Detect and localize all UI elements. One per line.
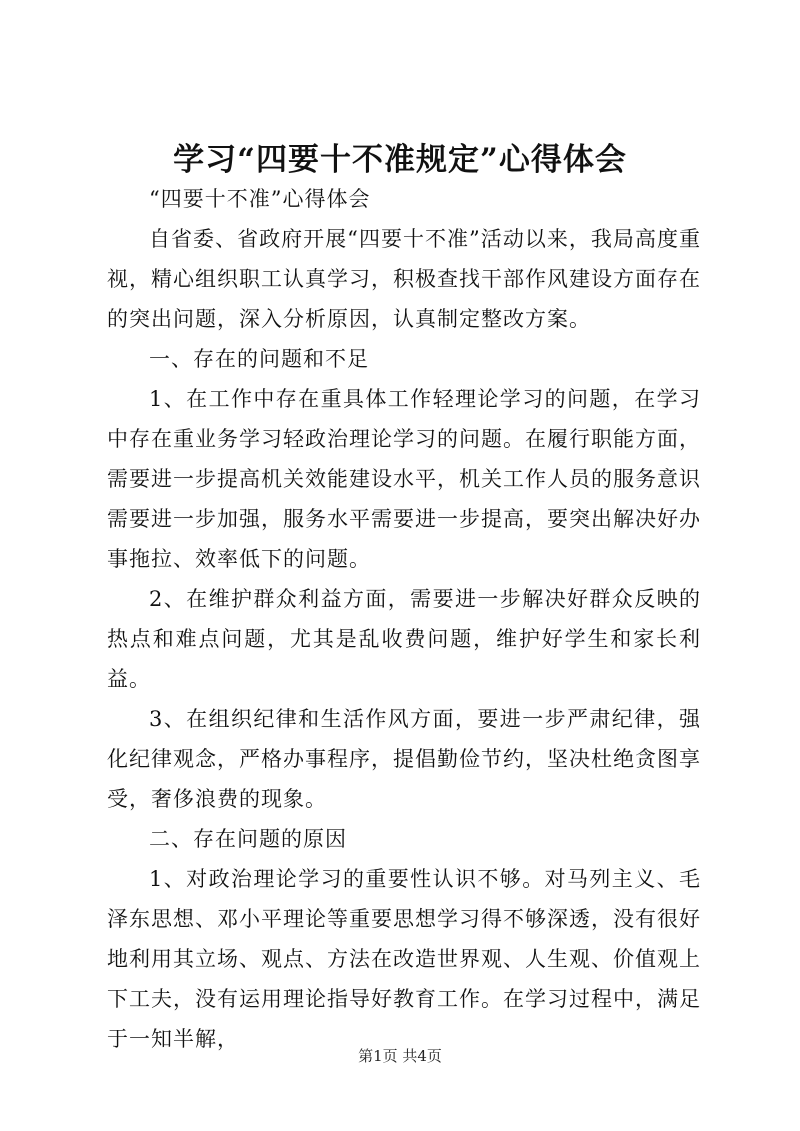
page-number-footer: 第1页 共4页 [358, 1047, 442, 1065]
intro-paragraph: 自省委、省政府开展“四要十不准”活动以来，我局高度重视，精心组织职工认真学习，积极查找干部作风建设方面存在的突出问题，深入分析原因，认真制定整改方案。 [107, 227, 701, 331]
cause-item-1: 1、对政治理论学习的重要性认识不够。对马列主义、毛泽东思想、邓小平理论等重要思想学习得不够深透，没有很好地利用其立场、观点、方法在改造世界观、人生观、价值观上下工夫，没有运用理论指导好教育工作。在学习过程中，满足于一知半解， [107, 867, 701, 1051]
problem-item-1: 1、在工作中存在重具体工作轻理论学习的问题，在学习中存在重业务学习轻政治理论学习的问题。在履行职能方面，需要进一步提高机关效能建设水平，机关工作人员的服务意识需要进一步加强，服务水平需要进一步提高，要突出解决好办事拖拉、效率低下的问题。 [107, 387, 701, 571]
section-heading-problems: 一、存在的问题和不足 [149, 347, 369, 371]
document-title: 学习“四要十不准规定”心得体会 [173, 142, 627, 178]
subtitle-paragraph: “四要十不准”心得体会 [149, 187, 371, 211]
section-heading-causes: 二、存在问题的原因 [149, 827, 347, 851]
problem-item-3: 3、在组织纪律和生活作风方面，要进一步严肃纪律，强化纪律观念，严格办事程序，提倡勤俭节约，坚决杜绝贪图享受，奢侈浪费的现象。 [107, 707, 701, 811]
problem-item-2: 2、在维护群众利益方面，需要进一步解决好群众反映的热点和难点问题，尤其是乱收费问题，维护好学生和家长利益。 [107, 587, 701, 691]
document-body [107, 179, 701, 1059]
